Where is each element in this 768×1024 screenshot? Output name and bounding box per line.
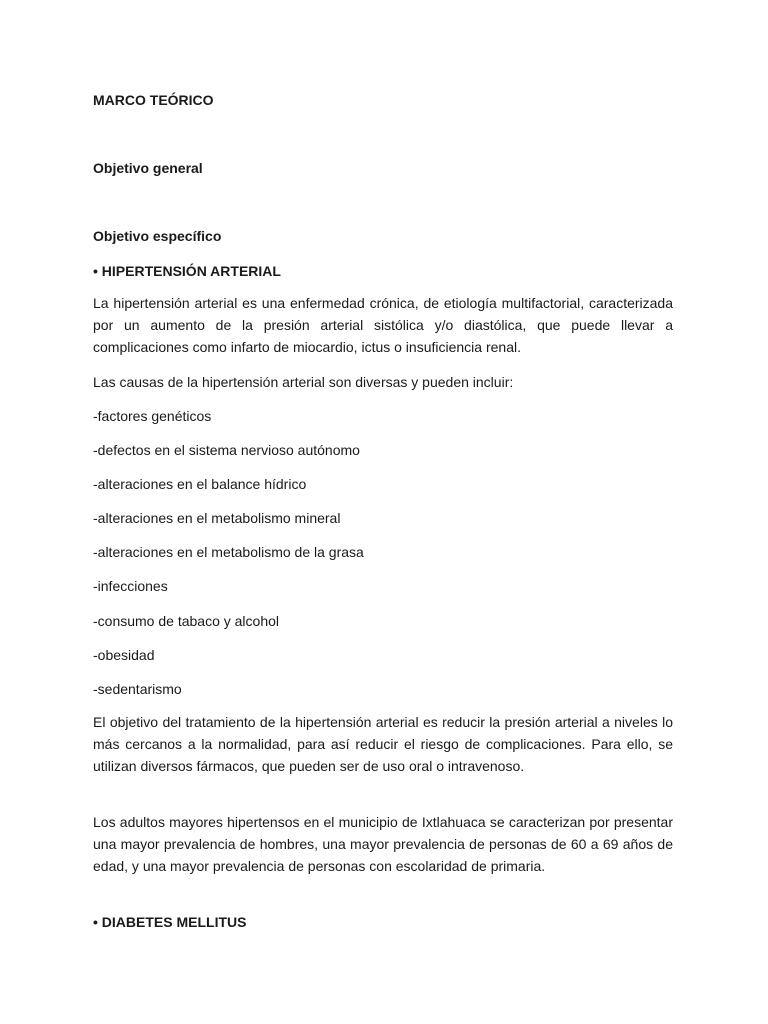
- list-item-causa: -defectos en el sistema nervioso autónomo: [93, 442, 360, 458]
- list-item-causa: -factores genéticos: [93, 408, 212, 424]
- heading-objetivo-general: Objetivo general: [93, 160, 203, 176]
- list-item-causa: -infecciones: [93, 578, 168, 594]
- list-item-causa: -alteraciones en el balance hídrico: [93, 476, 307, 492]
- heading-objetivo-especifico: Objetivo específico: [93, 228, 222, 244]
- list-item-causa: -sedentarismo: [93, 681, 182, 697]
- section-heading-hipertension: • HIPERTENSIÓN ARTERIAL: [93, 263, 281, 279]
- page-title: MARCO TEÓRICO: [93, 92, 214, 108]
- list-item-causa: -obesidad: [93, 647, 155, 663]
- paragraph-adultos-mayores: Los adultos mayores hipertensos en el municipio de Ixtlahuaca se caracterizan por presentar una mayor prevalencia de hombres, una mayor prevalencia de personas de 60 a 69 años de edad, y una mayor prevalencia de personas con escolaridad de primaria.: [93, 814, 673, 874]
- list-item-causa: -alteraciones en el metabolismo mineral: [93, 510, 341, 526]
- paragraph-tratamiento: El objetivo del tratamiento de la hipertensión arterial es reducir la presión arterial a niveles lo más cercanos a la normalidad, para así reducir el riesgo de complicaciones. Para ello, se utilizan diversos fármacos, que pueden ser de uso oral o intravenoso.: [93, 714, 673, 774]
- paragraph-causas-intro: Las causas de la hipertensión arterial son diversas y pueden incluir:: [93, 374, 514, 390]
- list-item-causa: -consumo de tabaco y alcohol: [93, 613, 279, 629]
- section-heading-diabetes: • DIABETES MELLITUS: [93, 914, 247, 930]
- list-item-causa: -alteraciones en el metabolismo de la grasa: [93, 544, 364, 560]
- paragraph-definicion: La hipertensión arterial es una enfermedad crónica, de etiología multifactorial, caracterizada por un aumento de la presión arterial sistólica y/o diastólica, que puede llevar a complicaciones como infarto de miocardio, ictus o insuficiencia renal.: [93, 295, 673, 355]
